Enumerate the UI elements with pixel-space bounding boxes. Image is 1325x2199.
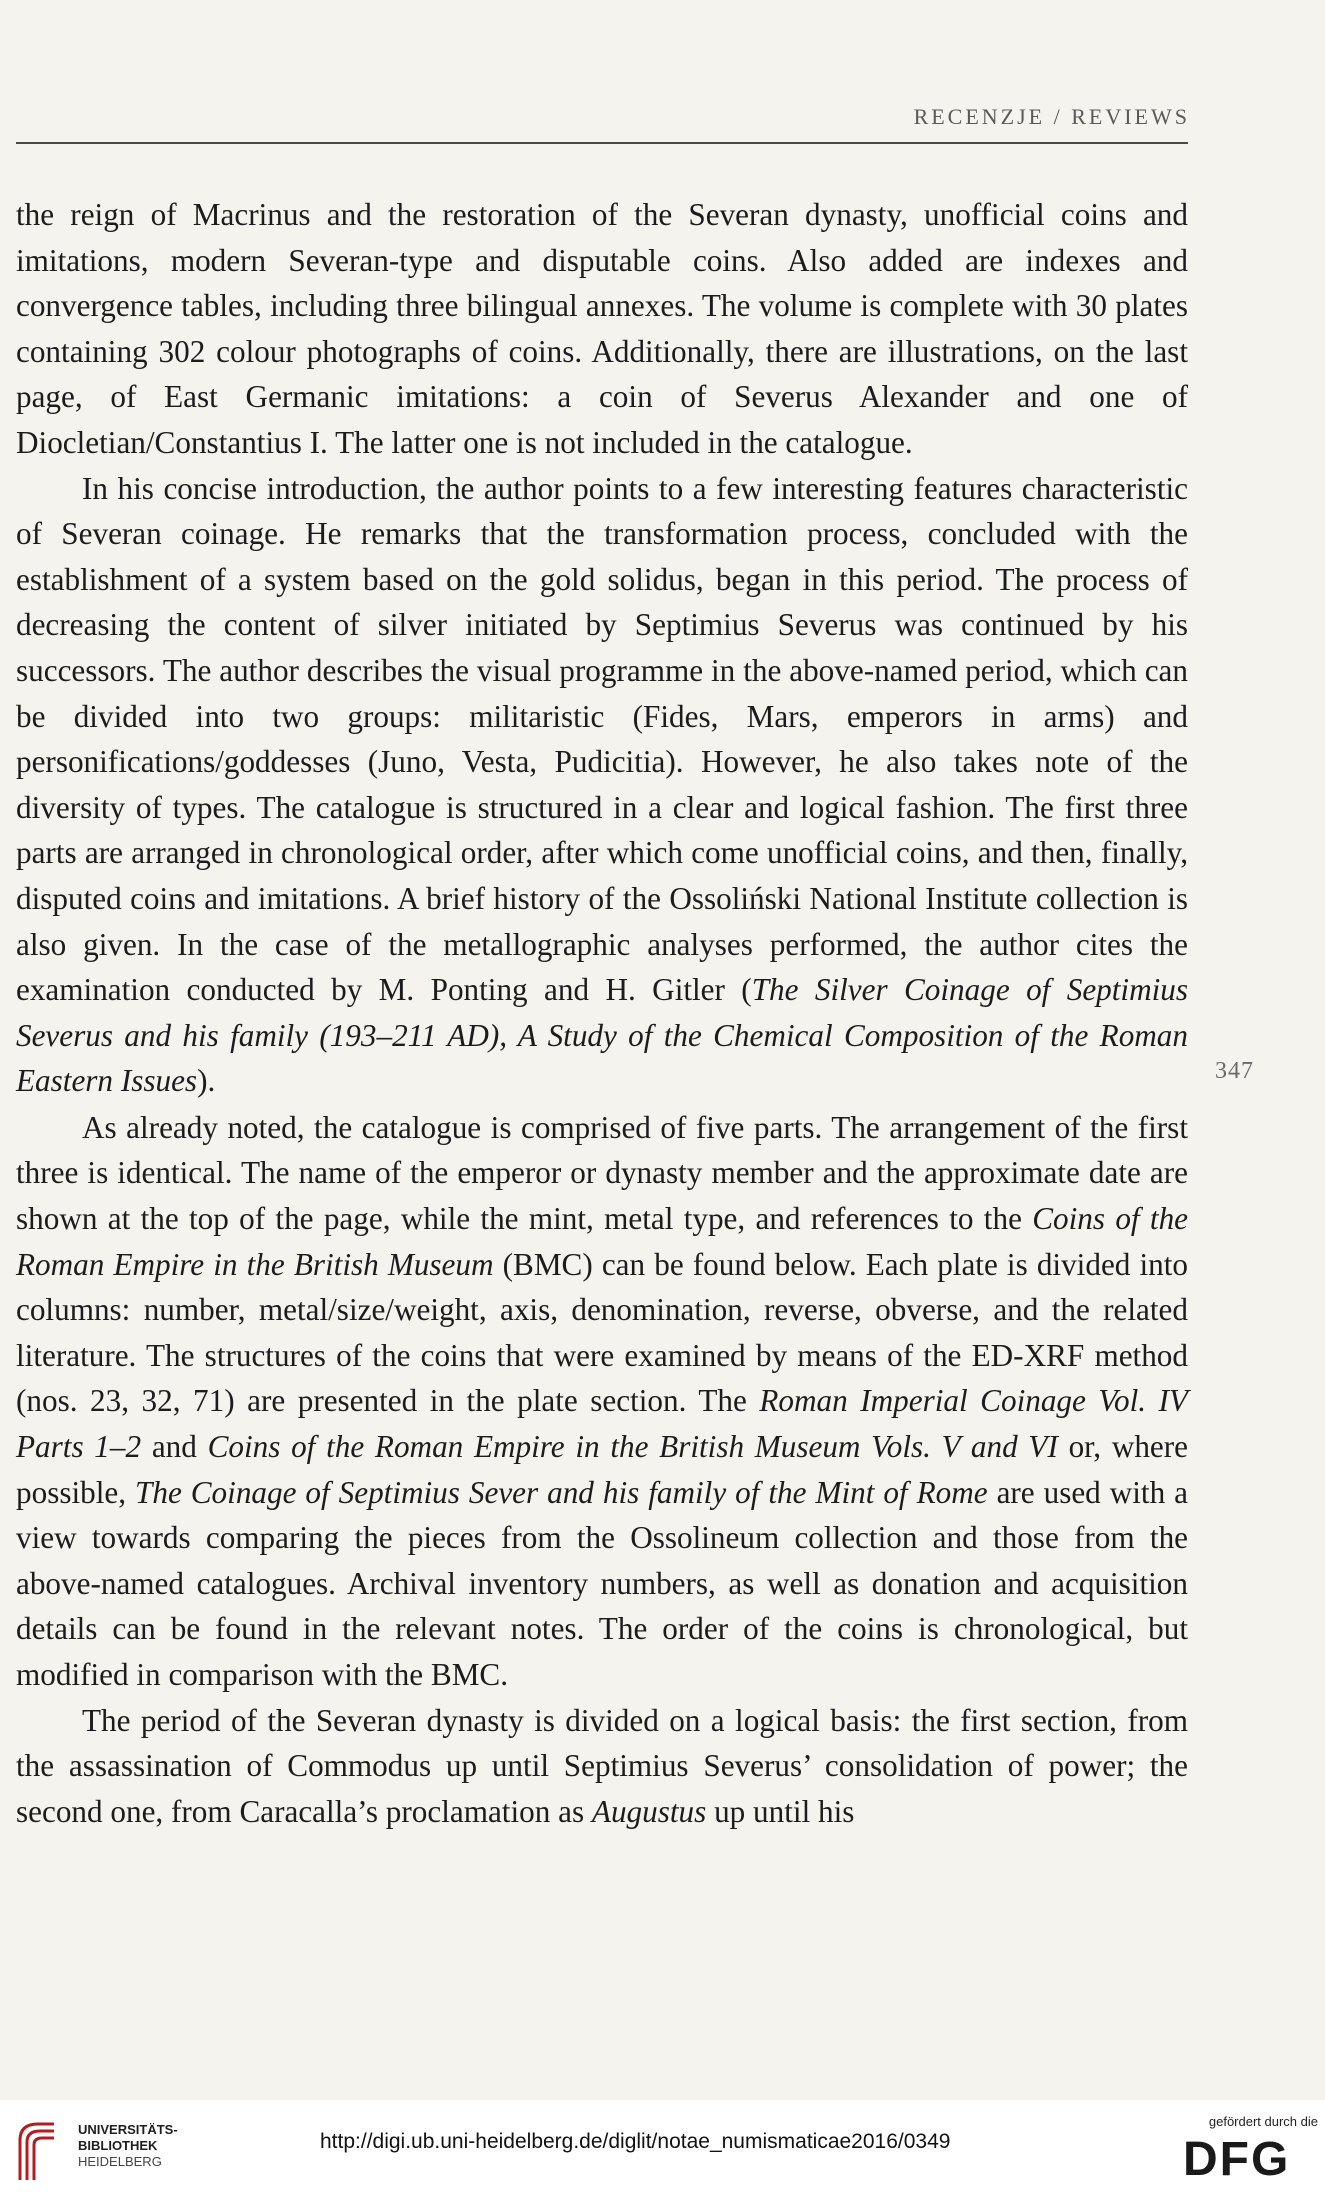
- paragraph-1: the reign of Macrinus and the restoration of the Severan dynasty, unofficial coins and imitations, modern Severan-type and disputable coins. Also added are indexes and convergence tables, including three bilingual annexes. The volume is complete with 30 plates containing 302 colour photographs of coins. Additionally, there are illustrations, on the last page, of East Germanic imitations: a coin of Severus Alexander and one of Diocletian/Constantius I. The latter one is not included in the catalogue.: [16, 197, 1188, 460]
- paragraph-3: [16, 1105, 1188, 1698]
- dfg-logo: DFG: [1183, 2133, 1291, 2186]
- paragraph-3-text-c: and: [141, 1429, 208, 1465]
- page-number: 347: [1215, 1058, 1254, 1084]
- paragraph-3-italic-ric: Roman Imperial Coinage Vol. IV Parts 1–2: [16, 1383, 1188, 1465]
- paragraph-3-text-d: or, where possible,: [16, 1429, 1189, 1510]
- header-rule: [16, 142, 1188, 144]
- library-name-line3: HEIDELBERG: [78, 2154, 162, 2169]
- library-name-line1: UNIVERSITÄTS-: [78, 2122, 178, 2137]
- paragraph-3-italic-bmc-vols: Coins of the Roman Empire in the British Museum Vols. V and VI: [207, 1429, 1058, 1465]
- paragraph-3-text-b: (BMC) can be found below. Each plate is divided into columns: number, metal/size/weight, axis, denomination, reverse, obverse, and the related literature. The structures of the coins that were examined by means of the ED-XRF method (nos. 23, 32, 71) are presented in the plate section. The: [16, 1246, 1189, 1419]
- paragraph-4: [16, 1698, 1188, 1835]
- paragraph-3-italic-bmc: Coins of the Roman Empire in the British Museum: [16, 1201, 1189, 1282]
- paragraph-3-text-e: are used with a view towards comparing the pieces from the Ossolineum collection and those from the above-named catalogues. Archival inventory numbers, as well as donation and acquisition details can be found in the relevant notes. The order of the coins is chronological, but modified in comparison with the BMC.: [16, 1474, 1189, 1692]
- paragraph-4-text-a: The period of the Severan dynasty is divided on a logical basis: the first section, from the assassination of Commodus up until Septimius Severus’ consolidation of power; the second one, from Caracalla’s proclamation as: [16, 1702, 1188, 1829]
- paragraph-2-text-end: ).: [197, 1063, 216, 1099]
- library-name-line2: BIBLIOTHEK: [78, 2138, 158, 2153]
- paragraph-4-italic-augustus: Augustus: [591, 1793, 707, 1829]
- paragraph-2-text: In his concise introduction, the author points to a few interesting features characteristic of Severan coinage. He remarks that the transformation process, concluded with the establishment of a system based on the gold solidus, began in this period. The process of decreasing the content of silver initiated by Septimius Severus was continued by his successors. The author describes the visual programme in the above-named period, which can be divided into two groups: militaristic (Fides, Mars, emperors in arms) and personifications/goddesses (Juno, Vesta, Pudicitia). However, he also takes note of the diversity of types. The catalogue is structured in a clear and logical fashion. The first three parts are arranged in chronological order, after which come unofficial coins, and then, finally, disputed coins and imitations. A brief history of the Ossoliński National Institute collection is also given. In the case of the metallographic analyses performed, the author cites the examination conducted by M. Ponting and H. Gitler (: [16, 470, 1188, 1008]
- funded-by-label: gefördert durch die: [1208, 2114, 1318, 2129]
- running-head: RECENZJE / REVIEWS: [913, 104, 1190, 129]
- library-name: [78, 2122, 178, 2170]
- ub-heidelberg-logo-icon: [14, 2118, 62, 2182]
- body-text: [16, 192, 1188, 1834]
- paragraph-2-italic-title: The Silver Coinage of Septimius Severus and his family (193–211 AD), A Study of the Chemical Composition of the Roman Eastern Issues: [16, 972, 1188, 1099]
- paragraph-4-text-b: up until his: [706, 1793, 855, 1829]
- paragraph-3-italic-coinage: The Coinage of Septimius Sever and his family of the Mint of Rome: [135, 1474, 988, 1510]
- paragraph-3-text-a: As already noted, the catalogue is comprised of five parts. The arrangement of the first three is identical. The name of the emperor or dynasty member and the approximate date are shown at the top of the page, while the mint, metal type, and references to the: [16, 1109, 1188, 1237]
- paragraph-2: [16, 466, 1188, 1104]
- source-url[interactable]: http://digi.ub.uni-heidelberg.de/diglit/notae_numismaticae2016/0349: [320, 2130, 951, 2153]
